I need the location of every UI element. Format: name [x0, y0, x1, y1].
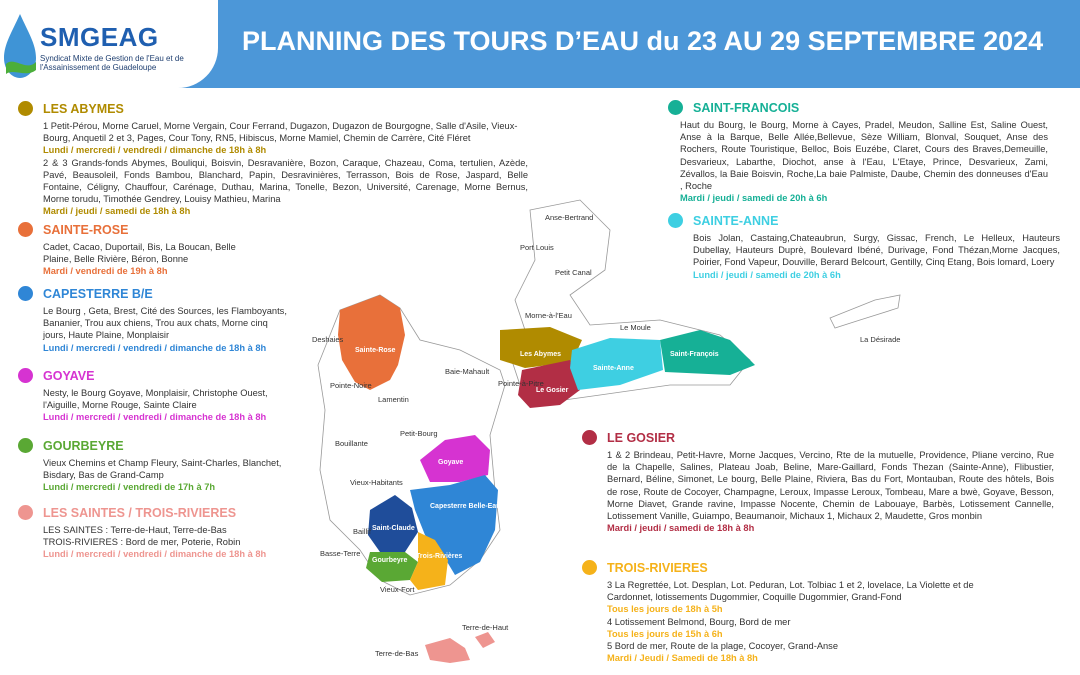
town-label: Vieux-Habitants — [350, 478, 403, 487]
section-title: GOYAVE — [43, 368, 95, 383]
town-label: Lamentin — [378, 395, 409, 404]
town-label: Vieux-Fort — [380, 585, 415, 594]
section-title: CAPESTERRE B/E — [43, 286, 153, 301]
capesterre-text: Le Bourg , Geta, Brest, Cité des Sources, les Flamboyants, Bananier, Trou aux chiens, Trou aux chats, Morne cinq jours, Haute Plaine, Monplaisir — [43, 306, 287, 341]
capesterre-dot-icon — [18, 286, 33, 301]
region-label-abymes: Les Abymes — [520, 351, 561, 358]
town-label: Bouillante — [335, 439, 368, 448]
abymes-group1-schedule: Lundi / mercredi / vendredi / dimanche de 18h à 8h — [43, 145, 267, 156]
abymes-dot-icon — [18, 101, 33, 116]
section-title: LES ABYMES — [43, 101, 124, 116]
gosier-text: 1 & 2 Brindeau, Petit-Havre, Morne Jacques, Vercino, Rte de la mutuelle, Providence, Pliane vercino, Rue de la Chapelle, Salines, Plateau Joab, Beline, Mare-Gaillard, Fonds Thezan (Sainte-Anne), Flibustier, Bernard, Béline, Simonet, Le bourg, Belle Plaine, Riviera, Bas du Fort, Montauban, Route des hôtels, Bois de rose, Route de Cocoyer, Champagne, Leroux, Impasse Leroux, Tombeau, Mare a bwè, Goyave, Besson, Morne Diavet, Grande ravine, Impasse Nocente, Chemin de Labouaye, Barbès, Lotissement Cannelle, Lotissement Vanille, Guiampo, Beaumanoir, Michaux 1, Michaux 2, Maudette, Gros monbin — [607, 450, 1054, 522]
goyave-text: Nesty, le Bourg Goyave, Monplaisir, Christophe Ouest, l'Aiguille, Morne Rouge, Sainte Claire — [43, 388, 268, 411]
capesterre-schedule: Lundi / mercredi / vendredi / dimanche de 18h à 8h — [43, 342, 267, 353]
saintes-line1: LES SAINTES : Terre-de-Haut, Terre-de-Bas — [43, 525, 227, 535]
town-label: Petit-Bourg — [400, 429, 438, 438]
town-label: Pointe-à-Pitre — [498, 379, 544, 388]
town-label: Terre-de-Haut — [462, 623, 509, 632]
guadeloupe-map — [300, 190, 940, 670]
region-label-gourbeyre: Gourbeyre — [372, 557, 408, 564]
town-label: Pointe-Noire — [330, 381, 372, 390]
logo-subtitle: Syndicat Mixte de Gestion de l'Eau et de l'Assainissement de Guadeloupe — [40, 54, 184, 72]
trois-rivieres-group3-text: 3 La Regrettée, Lot. Desplan, Lot. Peduran, Lot. Tolbiac 1 et 2, lovelace, La Violette et de Cardonnet, lotissements Dugommier, Coquille Dugommier, Grand-Fond — [607, 580, 974, 603]
saintes-line2: TROIS-RIVIERES : Bord de mer, Poterie, Robin — [43, 537, 241, 548]
region-label-gosier: Le Gosier — [536, 387, 569, 394]
section-title: SAINT-FRANCOIS — [693, 100, 800, 115]
town-label: Port Louis — [520, 243, 554, 252]
saint-francois-text: Haut du Bourg, le Bourg, Morne à Cayes, Pradel, Meudon, Salline Est, Saline Ouest, Anse à la Barque, Belle Allée,Bellevue, Sèze William, Blonval, Souquet, Anse des Rochers, Route Touristique, Belloc, Bois Euzébe, Claret, Cours des Braves,Demeuille, Desvarieux, Labarthe, Diochot, anse à l'Eau, L'Etaye, Prince, Desvarieux, Zami, Zévallos, la Baie Boisvin, Roche,La baie Palmiste, Daube, Chemin des donneuses d'Eau , Roche — [680, 120, 1048, 192]
saintes-dot-icon — [18, 505, 33, 520]
abymes-group2-schedule: Mardi / jeudi / samedi de 18h à 8h — [43, 206, 191, 217]
logo — [0, 0, 218, 88]
trois-rivieres-group3-schedule: Tous les jours de 18h à 5h — [607, 604, 723, 615]
trois-rivieres-group5-schedule: Mardi / Jeudi / Samedi de 18h à 8h — [607, 653, 758, 664]
sainte-rose-text: Cadet, Cacao, Duportail, Bis, La Boucan, Belle Plaine, Belle Rivière, Béron, Bonne — [43, 242, 236, 265]
water-drop-icon — [2, 12, 38, 82]
section-title: SAINTE-ANNE — [693, 213, 779, 228]
saint-francois-schedule: Mardi / jeudi / samedi de 20h à 6h — [680, 193, 828, 204]
sainte-anne-text: Bois Jolan, Castaing,Chateaubrun, Surgy, Gissac, French, Le Helleux, Hauteurs Dubellay, Hauteurs Duprè, Boulevard Ibéné, Durivage, Fond Thézan,Morne Jacques, Poirier, Fond Vapeur, Douville, Berard Belcourt, Gentilly, Cinq Etang, Bois lomard, Loery — [693, 233, 1060, 268]
section-saint-francois — [668, 100, 1048, 204]
region-label-trois-rivieres: Trois-Rivières — [416, 553, 463, 560]
town-label: Anse-Bertrand — [545, 213, 594, 222]
region-les-saintes — [425, 638, 470, 663]
town-label: La Désirade — [860, 335, 901, 344]
town-label: Morne-à-l'Eau — [525, 311, 572, 320]
section-title: LE GOSIER — [607, 430, 676, 445]
region-label-sainte-rose: Sainte-Rose — [355, 347, 396, 354]
region-les-saintes-2 — [475, 632, 495, 648]
saint-francois-dot-icon — [668, 100, 683, 115]
gosier-schedule: Mardi / jeudi / samedi de 18h à 8h — [607, 523, 755, 534]
trois-rivieres-group4-text: 4 Lotissement Belmond, Bourg, Bord de mer — [607, 616, 791, 627]
trois-rivieres-group5-text: 5 Bord de mer, Route de la plage, Cocoyer, Grand-Anse — [607, 641, 839, 652]
region-label-sainte-anne: Sainte-Anne — [593, 365, 634, 372]
gourbeyre-dot-icon — [18, 438, 33, 453]
town-label: Le Moule — [620, 323, 651, 332]
gourbeyre-text: Vieux Chemins et Champ Fleury, Saint-Charles, Blanchet, Bisdary, Bas de Grand-Camp — [43, 458, 282, 481]
abymes-group2-text: 2 & 3 Grands-fonds Abymes, Bouliqui, Boisvin, Desravanière, Bozon, Caraque, Chazeau, Coma, tertulien, Azède, Pavé, Beausoleil, Fonds Bambou, Blanchard, Papin, Desravinières, Terrasson, Bois de Rose, Jaspard, Belle Fontaine, Céligny, Chauffour, Carénage, Duthau, Marina, Tonelle, Bezon, Université, Carenage, Morne Bernus, Morne torudu, Timothée Gendrey, Louisy Mathieu, Marina — [43, 157, 528, 205]
town-label: Petit Canal — [555, 268, 592, 277]
section-saintes — [18, 505, 308, 561]
section-title: SAINTE-ROSE — [43, 222, 129, 237]
town-label: Basse-Terre — [320, 549, 361, 558]
section-goyave — [18, 368, 303, 424]
saintes-schedule: Lundi / mercredi / vendredi / dimanche de 18h à 8h — [43, 549, 267, 560]
section-title: LES SAINTES / TROIS-RIVIERES — [43, 505, 237, 520]
region-label-saint-francois: Saint-François — [670, 351, 719, 358]
section-gourbeyre — [18, 438, 288, 494]
trois-rivieres-group4-schedule: Tous les jours de 15h à 6h — [607, 628, 723, 639]
logo-name: SMGEAG — [40, 22, 159, 52]
sainte-anne-schedule: Lundi / jeudi / samedi de 20h à 6h — [693, 269, 841, 280]
region-label-saint-claude: Saint-Claude — [372, 525, 415, 532]
abymes-group1-text: 1 Petit-Pérou, Morne Caruel, Morne Vergain, Cour Ferrand, Dugazon, Dugazon de Bourgogne, Salle d'Asile, Vieux-Bourg, Anquetil 2 et 3, Pages, Cour Tony, RN5, Hibiscus, Morne Mamiel, Chemin de Carrère, Cité Fléret — [43, 121, 518, 144]
town-label: Baie-Mahault — [445, 367, 490, 376]
page-title: PLANNING DES TOURS D’EAU du 23 AU 29 SEPTEMBRE 2024 — [242, 26, 1044, 56]
desirade-outline — [830, 295, 900, 328]
section-sainte-rose — [18, 222, 248, 278]
goyave-dot-icon — [18, 368, 33, 383]
region-label-capesterre: Capesterre Belle-Eau — [430, 503, 501, 510]
sainte-rose-schedule: Mardi / vendredi de 19h à 8h — [43, 266, 168, 277]
section-title: TROIS-RIVIERES — [607, 560, 708, 575]
goyave-schedule: Lundi / mercredi / vendredi / dimanche de 18h à 8h — [43, 412, 267, 423]
town-label: Baillif — [353, 527, 371, 536]
section-capesterre — [18, 286, 288, 354]
region-label-goyave: Goyave — [438, 459, 464, 466]
town-label: Deshaies — [312, 335, 344, 344]
section-title: GOURBEYRE — [43, 438, 124, 453]
sainte-rose-dot-icon — [18, 222, 33, 237]
town-label: Terre-de-Bas — [375, 649, 419, 658]
gourbeyre-schedule: Lundi / mercredi / vendredi de 17h à 7h — [43, 482, 216, 493]
